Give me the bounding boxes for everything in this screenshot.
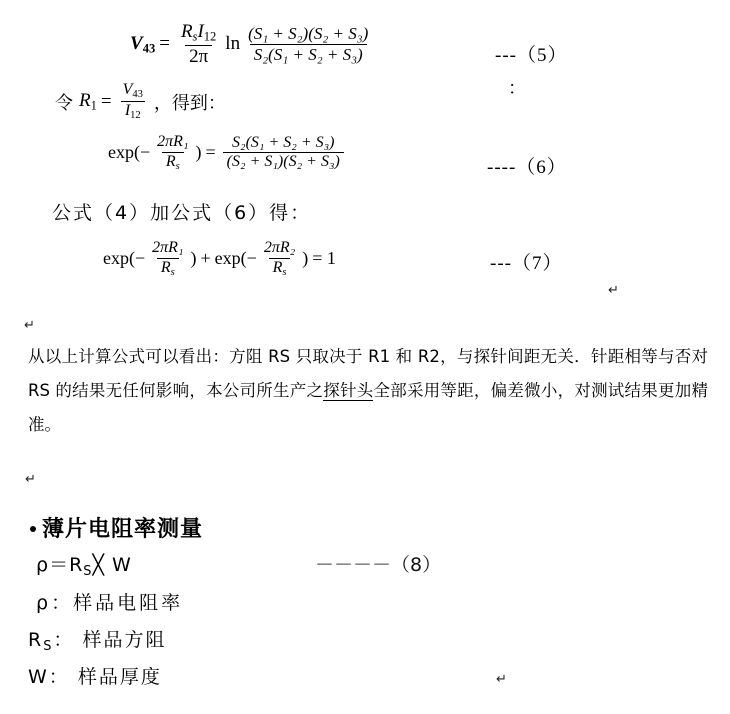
- equation-7-close-paren-2: ): [302, 248, 309, 269]
- equation-6-open-paren: (−: [134, 142, 151, 163]
- equation-7: [103, 240, 340, 278]
- equation-6-rhs: [223, 135, 344, 172]
- equation-7-tag: ---（7）: [490, 253, 563, 274]
- formula-8: [36, 550, 132, 579]
- definition-rs-symbol: R: [28, 629, 44, 651]
- equation-7-equals: = 1: [312, 248, 336, 269]
- paragraph-mark: ↵: [25, 472, 36, 487]
- let-equals: =: [100, 90, 112, 112]
- equation-7-exponent-2: [260, 240, 299, 278]
- paragraph-mark: ↵: [496, 672, 507, 687]
- equation-5-equals: =: [159, 33, 170, 55]
- equation-7-close-paren-1: ): [190, 248, 197, 269]
- formula-8-tag: －－－－（8）: [315, 554, 442, 576]
- body-paragraph-part1: 从以上计算公式可以看出：方阻 RS 只取决于 R1 和 R2，与探针间距无关．针距相等与否对 RS 的结果无任何影响，本公司所生产之: [28, 347, 708, 400]
- formula-8-rest: ╳ W: [92, 554, 132, 576]
- definition-w-symbol: W: [28, 666, 49, 688]
- equation-5-coefficient: [177, 22, 220, 67]
- definition-w: [28, 662, 162, 689]
- equation-6-tag: ----（6）: [487, 157, 567, 178]
- equation-6-close-paren: ): [195, 142, 202, 163]
- equation-6-equals: =: [205, 142, 216, 163]
- equation-7-plus: +: [200, 248, 211, 269]
- equation-7-open-paren-1: (−: [129, 248, 146, 269]
- equation-7-exponent-2-numerator: 2πR₂: [263, 239, 296, 256]
- equation-5-log-numerator: (S₁ + S₂)(S₂ + S₃): [248, 23, 369, 43]
- equation-6-exp: exp: [108, 142, 134, 163]
- formula-8-rho: ρ: [36, 554, 50, 576]
- section-heading: [30, 512, 203, 543]
- let-variable: R1: [79, 89, 97, 113]
- equation-7-exp1: exp: [103, 248, 129, 269]
- bullet-icon: [30, 526, 36, 532]
- equation-5-coefficient-numerator: $R_sI12$: [180, 21, 217, 44]
- equation-6-exponent-denominator: $R_s$: [162, 152, 184, 172]
- paragraph-mark: ↵: [24, 318, 35, 333]
- equation-7-open-paren-2: (−: [240, 248, 257, 269]
- definition-rs-text: ： 样品方阻: [53, 629, 167, 651]
- definition-rs: [28, 625, 166, 654]
- equation-7-exponent-1-denominator: $R_s$: [157, 258, 179, 278]
- let-suffix: ，得到：: [153, 92, 226, 114]
- body-paragraph-underlined: 探针头: [323, 381, 374, 400]
- equation-6-rhs-denominator: (S₂ + S₁)(S₂ + S₃): [223, 152, 344, 171]
- equation-7-exponent-2-denominator: $R_s$: [269, 258, 291, 278]
- definition-rho-symbol: ρ: [36, 592, 52, 614]
- equation-7-exponent-1-numerator: 2πR₁: [152, 239, 184, 256]
- formula-8-sub: S: [83, 563, 93, 579]
- equation-let-r1: [55, 82, 226, 121]
- equation-5-log-argument: [244, 25, 372, 64]
- formula-block: [0, 0, 730, 300]
- body-paragraph: [28, 340, 708, 442]
- formula-connector-text: 公式（4）加公式（6）得：: [52, 202, 312, 224]
- paragraph-mark: ↵: [608, 283, 619, 298]
- equation-6-exponent: [153, 134, 192, 172]
- equation-6: [108, 134, 347, 172]
- let-fraction-denominator: I12: [121, 101, 145, 121]
- equation-6-rhs-numerator: S₂(S₁ + S₂ + S₃): [232, 133, 335, 151]
- equation-5-ln: ln: [225, 33, 241, 55]
- equation-5-tag: ---（5）: [495, 45, 568, 66]
- definition-rho-text: ：样品电阻率: [51, 592, 184, 614]
- equation-6-exponent-numerator: 2πR₁: [157, 133, 189, 150]
- definition-rs-sub: S: [43, 638, 54, 654]
- definition-w-text: ： 样品厚度: [48, 666, 162, 688]
- section-heading-text: 薄片电阻率测量: [42, 517, 204, 542]
- formula-8-equals: ＝R: [49, 554, 84, 576]
- equation-7-exp2: exp: [214, 248, 241, 269]
- definition-rho: [36, 588, 183, 615]
- body-paragraph-part2: 全部采用等距，偏差微小，对测试结果更加精准。: [28, 381, 709, 434]
- equation-7-exponent-1: [148, 240, 187, 278]
- equation-5-coefficient-denominator: 2π: [185, 45, 212, 67]
- equation-5-log-denominator: S₂(S₁ + S₂ + S₃): [250, 44, 367, 64]
- colon-mark: ：: [508, 78, 526, 98]
- equation-5: [130, 22, 375, 67]
- let-fraction: [119, 82, 147, 121]
- let-fraction-numerator: V43: [122, 81, 143, 100]
- let-prefix: 令: [55, 92, 73, 114]
- equation-5-lhs: V43: [130, 32, 156, 56]
